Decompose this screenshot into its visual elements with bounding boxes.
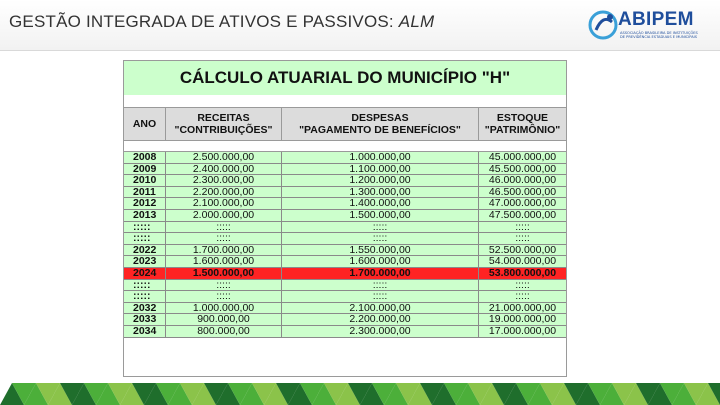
footer-triangle-pattern: [0, 383, 720, 405]
logo-name: ABIPEM: [618, 9, 694, 30]
cell-despesas: 1.300.000,00: [282, 187, 479, 198]
table-row: [124, 280, 566, 292]
cell-ano: 2011: [124, 187, 166, 198]
spacer-row: [124, 95, 566, 108]
cell-ano: 2024: [124, 268, 166, 279]
cell-despesas: :::::: [282, 233, 479, 244]
table-row: [124, 291, 566, 303]
cell-despesas: 1.700.000,00: [282, 268, 479, 279]
cell-receitas: 2.000.000,00: [166, 210, 282, 221]
table-row: [124, 152, 566, 164]
column-header-receitas: [166, 108, 282, 140]
sheet-title: CÁLCULO ATUARIAL DO MUNICÍPIO "H": [124, 61, 566, 96]
table-row: [124, 175, 566, 187]
slide-header: [0, 0, 720, 51]
cell-despesas: 2.200.000,00: [282, 314, 479, 325]
table-row: [124, 326, 566, 338]
cell-receitas: 900.000,00: [166, 314, 282, 325]
spacer-row: [124, 141, 566, 152]
cell-despesas: :::::: [282, 222, 479, 233]
cell-despesas: 1.600.000,00: [282, 256, 479, 267]
cell-ano: :::::: [124, 233, 166, 244]
cell-receitas: 2.100.000,00: [166, 198, 282, 209]
cell-ano: 2032: [124, 303, 166, 314]
abipem-logo-mark-icon: [588, 8, 620, 42]
cell-ano: :::::: [124, 222, 166, 233]
cell-despesas: 2.300.000,00: [282, 326, 479, 337]
cell-ano: 2013: [124, 210, 166, 221]
column-header-ano: [124, 108, 166, 140]
cell-estoque: 46.000.000,00: [479, 175, 566, 186]
cell-ano: 2034: [124, 326, 166, 337]
cell-despesas: 1.200.000,00: [282, 175, 479, 186]
cell-estoque: 45.000.000,00: [479, 152, 566, 163]
column-header-subline: "PAGAMENTO DE BENEFÍCIOS": [299, 124, 461, 136]
table-row: [124, 303, 566, 315]
slide-title-main: GESTÃO INTEGRADA DE ATIVOS E PASSIVOS:: [9, 12, 399, 31]
cell-estoque: 47.500.000,00: [479, 210, 566, 221]
column-header-line: RECEITAS: [197, 112, 250, 124]
table-row-highlighted: [124, 268, 566, 280]
cell-ano: 2009: [124, 164, 166, 175]
cell-receitas: 2.500.000,00: [166, 152, 282, 163]
actuarial-spreadsheet: [123, 60, 567, 377]
column-header-subline: "PATRIMÔNIO": [484, 124, 561, 136]
abipem-logo: [588, 7, 698, 45]
cell-despesas: 2.100.000,00: [282, 303, 479, 314]
cell-receitas: 2.400.000,00: [166, 164, 282, 175]
cell-estoque: :::::: [479, 222, 566, 233]
logo-tagline: ASSOCIAÇÃO BRASILEIRA DE INSTITUIÇÕES DE PREVIDÊNCIA ESTADUAIS E MUNICIPAIS: [620, 31, 698, 40]
table-row: [124, 164, 566, 176]
cell-ano: 2012: [124, 198, 166, 209]
cell-ano: 2023: [124, 256, 166, 267]
cell-receitas: 1.000.000,00: [166, 303, 282, 314]
cell-despesas: 1.550.000,00: [282, 245, 479, 256]
cell-ano: :::::: [124, 291, 166, 302]
cell-receitas: 2.200.000,00: [166, 187, 282, 198]
cell-estoque: 45.500.000,00: [479, 164, 566, 175]
table-row: [124, 187, 566, 199]
cell-estoque: 17.000.000,00: [479, 326, 566, 337]
cell-estoque: 52.500.000,00: [479, 245, 566, 256]
table-row: [124, 198, 566, 210]
cell-receitas: :::::: [166, 233, 282, 244]
column-header-line: DESPESAS: [351, 112, 409, 124]
column-header-row: [124, 108, 566, 141]
cell-estoque: 53.800.000,00: [479, 268, 566, 279]
column-header-subline: "CONTRIBUIÇÕES": [174, 124, 273, 136]
slide-title: [9, 12, 434, 32]
table-row: [124, 233, 566, 245]
cell-despesas: :::::: [282, 291, 479, 302]
slide-title-emphasis: ALM: [398, 12, 435, 31]
cell-receitas: :::::: [166, 280, 282, 291]
cell-ano: 2033: [124, 314, 166, 325]
table-row: [124, 314, 566, 326]
cell-estoque: 47.000.000,00: [479, 198, 566, 209]
cell-receitas: 800.000,00: [166, 326, 282, 337]
cell-estoque: 46.500.000,00: [479, 187, 566, 198]
cell-despesas: 1.100.000,00: [282, 164, 479, 175]
cell-ano: 2022: [124, 245, 166, 256]
table-row: [124, 245, 566, 257]
cell-ano: :::::: [124, 280, 166, 291]
cell-ano: 2010: [124, 175, 166, 186]
table-body: [124, 152, 566, 338]
cell-estoque: 19.000.000,00: [479, 314, 566, 325]
table-row: [124, 256, 566, 268]
cell-despesas: :::::: [282, 280, 479, 291]
cell-receitas: :::::: [166, 291, 282, 302]
cell-receitas: :::::: [166, 222, 282, 233]
column-header-line: ESTOQUE: [496, 112, 549, 124]
table-row: [124, 210, 566, 222]
column-header-line: ANO: [132, 118, 157, 130]
cell-estoque: :::::: [479, 233, 566, 244]
cell-despesas: 1.400.000,00: [282, 198, 479, 209]
table-row: [124, 222, 566, 234]
column-header-estoque: [479, 108, 566, 140]
cell-estoque: 21.000.000,00: [479, 303, 566, 314]
cell-despesas: 1.000.000,00: [282, 152, 479, 163]
cell-despesas: 1.500.000,00: [282, 210, 479, 221]
cell-estoque: :::::: [479, 291, 566, 302]
cell-estoque: :::::: [479, 280, 566, 291]
column-header-despesas: [282, 108, 479, 140]
cell-receitas: 1.500.000,00: [166, 268, 282, 279]
cell-estoque: 54.000.000,00: [479, 256, 566, 267]
cell-receitas: 2.300.000,00: [166, 175, 282, 186]
cell-receitas: 1.600.000,00: [166, 256, 282, 267]
cell-receitas: 1.700.000,00: [166, 245, 282, 256]
cell-ano: 2008: [124, 152, 166, 163]
